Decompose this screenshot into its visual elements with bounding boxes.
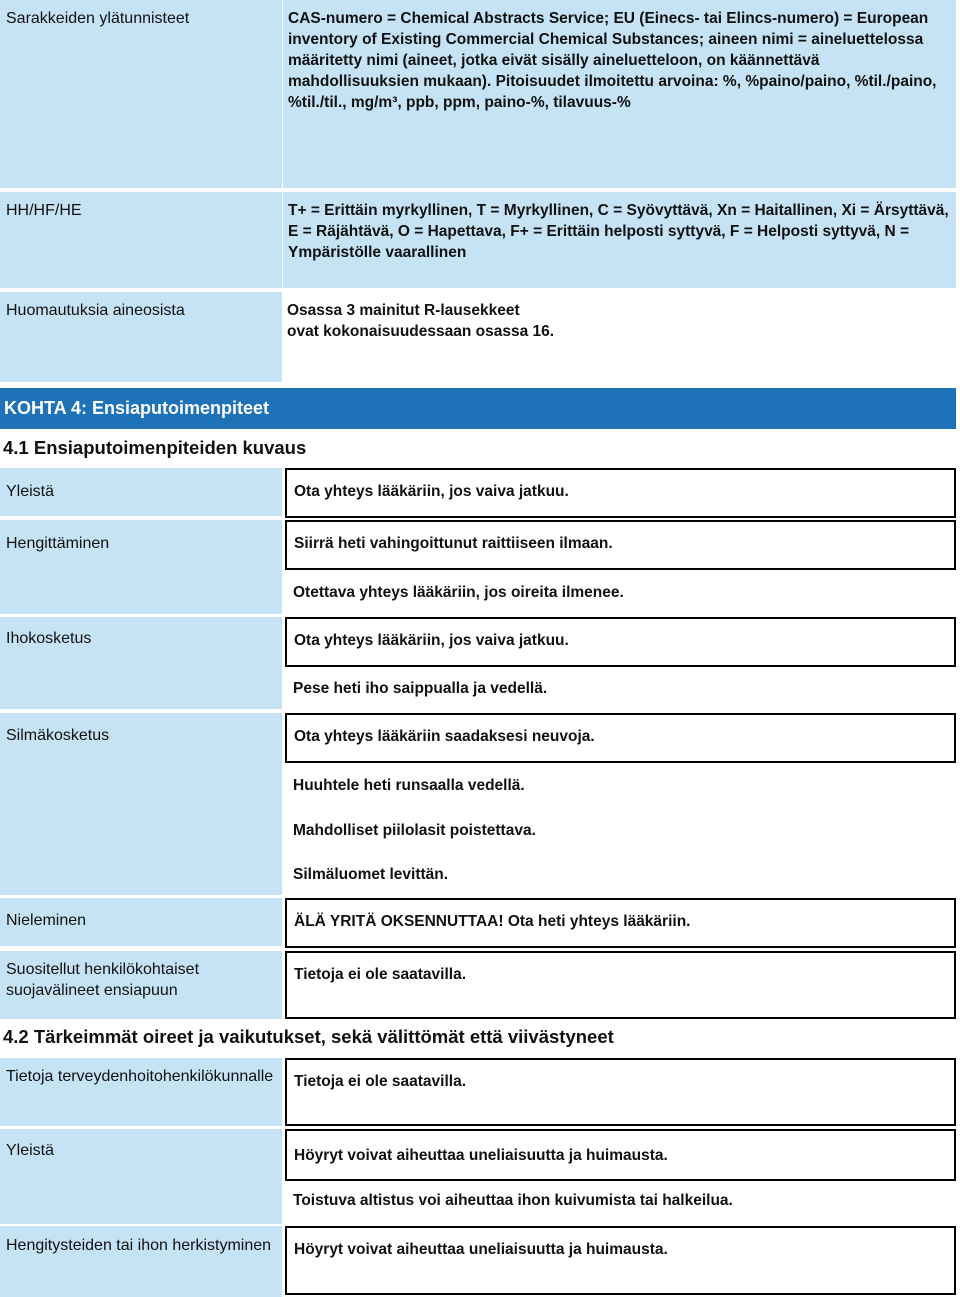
- skin-contact-note-2: Pese heti iho saippualla ja vedellä.: [293, 680, 548, 697]
- row-label-component-notes: Huomautuksia aineosista: [0, 292, 282, 382]
- row-value-sensitization: Höyryt voivat aiheuttaa uneliaisuutta ja huimausta.: [285, 1226, 956, 1295]
- row-label-skin-contact: Ihokosketus: [0, 617, 282, 709]
- subsection-4-1-title: 4.1 Ensiaputoimenpiteiden kuvaus: [3, 437, 307, 458]
- row-value-column-headers: [283, 0, 956, 188]
- row-value-protective-equipment: Tietoja ei ole saatavilla.: [285, 951, 956, 1019]
- eye-contact-note-3: Mahdolliset piilolasit poistettava.: [293, 822, 536, 839]
- row-label-eye-contact: Silmäkosketus: [0, 713, 282, 895]
- inhalation-note-2: Otettava yhteys lääkäriin, jos oireita ilmenee.: [293, 584, 624, 601]
- eye-contact-note-4: Silmäluomet levittän.: [293, 866, 449, 883]
- row-label-general-symptoms: Yleistä: [0, 1129, 282, 1224]
- general-symptoms-note-2: Toistuva altistus voi aiheuttaa ihon kuivumista tai halkeilua.: [293, 1192, 733, 1209]
- section-4-title-bar: KOHTA 4: Ensiaputoimenpiteet: [0, 388, 956, 429]
- row-label-sensitization: Hengitysteiden tai ihon herkistyminen: [0, 1226, 282, 1297]
- row-value-healthcare-info: Tietoja ei ole saatavilla.: [285, 1058, 956, 1126]
- row-label-inhalation: Hengittäminen: [0, 520, 282, 614]
- row-label-general: Yleistä: [0, 468, 282, 516]
- row-value-general: Ota yhteys lääkäriin, jos vaiva jatkuu.: [285, 468, 956, 518]
- row-label-protective-equipment: Suositellut henkilökohtaiset suojavälineet ensiapuun: [0, 951, 282, 1019]
- subsection-4-2-title: 4.2 Tärkeimmät oireet ja vaikutukset, sekä välittömät että viivästyneet: [3, 1026, 614, 1047]
- row-label-column-headers: Sarakkeiden ylätunnisteet: [0, 0, 282, 188]
- row-value-component-notes: Osassa 3 mainitut R-lausekkeet ovat kokonaisuudessaan osassa 16.: [284, 292, 559, 384]
- row-value-ingestion: ÄLÄ YRITÄ OKSENNUTTAA! Ota heti yhteys lääkäriin.: [285, 898, 956, 948]
- column-headers-text: CAS-numero = Chemical Abstracts Service; EU (Einecs- tai Elincs-numero) = European inventory of Existing Commercial Chemical Substances; aineen nimi = aineluettelossa määritetty nimi (aineet, jotka eivät sisälly aineluetteloon, on käännettävä mahdollisuuksien mukaan). Pitoisuudet ilmoitettu arvoina: %, %paino/paino, %til./paino, %til./til., mg/m³, ppb, ppm, paino-%, tilavuus-%: [288, 10, 937, 111]
- row-value-eye-contact: Ota yhteys lääkäriin saadaksesi neuvoja.: [285, 713, 956, 763]
- row-label-ingestion: Nieleminen: [0, 898, 282, 946]
- row-label-healthcare-info: Tietoja terveydenhoitohenkilökunnalle: [0, 1058, 282, 1126]
- row-value-inhalation: Siirrä heti vahingoittunut raittiiseen ilmaan.: [285, 520, 956, 570]
- row-label-hazard-codes: HH/HF/HE: [0, 192, 282, 288]
- row-value-hazard-codes: T+ = Erittäin myrkyllinen, T = Myrkyllinen, C = Syövyttävä, Xn = Haitallinen, Xi = Ärsyttävä, E = Räjähtävä, O = Hapettava, F+ = Erittäin helposti syttyvä, F = Helposti syttyvä, N = Ympäristölle vaarallinen: [283, 192, 956, 288]
- row-value-skin-contact: Ota yhteys lääkäriin, jos vaiva jatkuu.: [285, 617, 956, 667]
- eye-contact-note-2: Huuhtele heti runsaalla vedellä.: [293, 777, 525, 794]
- row-value-general-symptoms: Höyryt voivat aiheuttaa uneliaisuutta ja huimausta.: [285, 1129, 956, 1181]
